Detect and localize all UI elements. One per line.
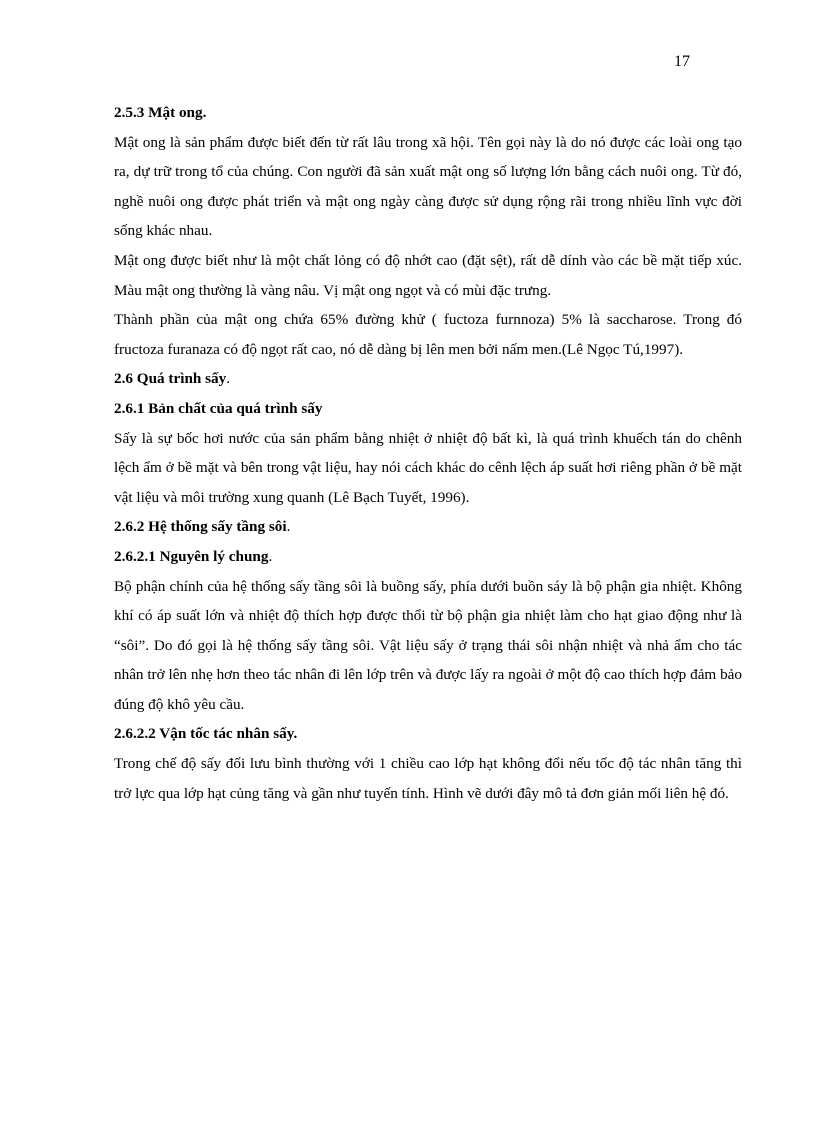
paragraph-drying-nature: Sấy là sự bốc hơi nước của sản phẩm bằng nhiệt ở nhiệt độ bất kì, là quá trình khuếch tán do chênh lệch ẩm ở bề mặt và bên trong vật liệu, hay nói cách khác do cênh lệch áp suất hơi riêng phần ở bề mặt vật liệu và môi trường xung quanh (Lê Bạch Tuyết, 1996). (114, 429, 742, 506)
heading-2-6-2-2: 2.6.2.2 Vận tốc tác nhân sấy. (114, 725, 298, 743)
paragraph-agent-velocity: Trong chế độ sấy đối lưu bình thường với 1 chiều cao lớp hạt không đổi nếu tốc độ tác nhân tăng thì trở lực qua lớp hạt củng tăng và gần như tuyến tính. Hình vẽ dưới đây mô tả đơn giản mối liên hệ đó. (114, 755, 742, 802)
heading-2-5-3: 2.5.3 Mật ong. (114, 104, 207, 121)
paragraph-general-principle: Bộ phận chính của hệ thống sấy tầng sôi là buồng sấy, phía dưới buồn sáy là bộ phận gia nhiệt. Không khí có áp suất lớn và nhiệt độ thích hợp được thổi từ bộ phận gia nhiệt làm cho hạt giao động như là “sôi”. Do đó gọi là hệ thống sấy tầng sôi. Vật liệu sấy ở trạng thái sôi nhận nhiệt và nhả ẩm cho tác nhân trở lên nhẹ hơn theo tác nhân đi lên lớp trên và được lấy ra ngoài ở một độ cao thích hợp đảm bảo đúng độ khô yêu cầu. (114, 577, 742, 713)
heading-2-6-1: 2.6.1 Bản chất của quá trình sấy (114, 399, 323, 417)
heading-2-6-2: 2.6.2 Hệ thống sấy tầng sôi. (114, 518, 291, 536)
paragraph-honey-composition: Thành phần của mật ong chứa 65% đường khử ( fuctoza furnnoza) 5% là saccharose. Trong đó fructoza furanaza có độ ngọt rất cao, nó dễ dàng bị lên men bởi nấm men.(Lê Ngọc Tú,1997). (114, 311, 742, 358)
page-content (114, 98, 742, 808)
page-number: 17 (674, 53, 690, 70)
heading-2-6: 2.6 Quá trình sấy. (114, 370, 231, 388)
paragraph-honey-intro: Mật ong là sản phẩm được biết đến từ rất lâu trong xã hội. Tên gọi này là do nó được các loài ong tạo ra, dự trữ trong tổ của chúng. Con người đã sản xuất mật ong số lượng lớn bằng cách nuôi ong. Từ đó, nghề nuôi ong được phát triển và mật ong ngày càng được sử dụng rộng rãi trong nhiều lĩnh vực đời sống khác nhau. (114, 133, 742, 240)
paragraph-honey-properties: Mật ong được biết như là một chất lỏng có độ nhớt cao (đặt sệt), rất dễ dính vào các bề mặt tiếp xúc. Màu mật ong thường là vàng nâu. Vị mật ong ngọt và có mùi đặc trưng. (114, 251, 742, 299)
heading-2-6-2-1: 2.6.2.1 Nguyên lý chung. (114, 547, 273, 565)
